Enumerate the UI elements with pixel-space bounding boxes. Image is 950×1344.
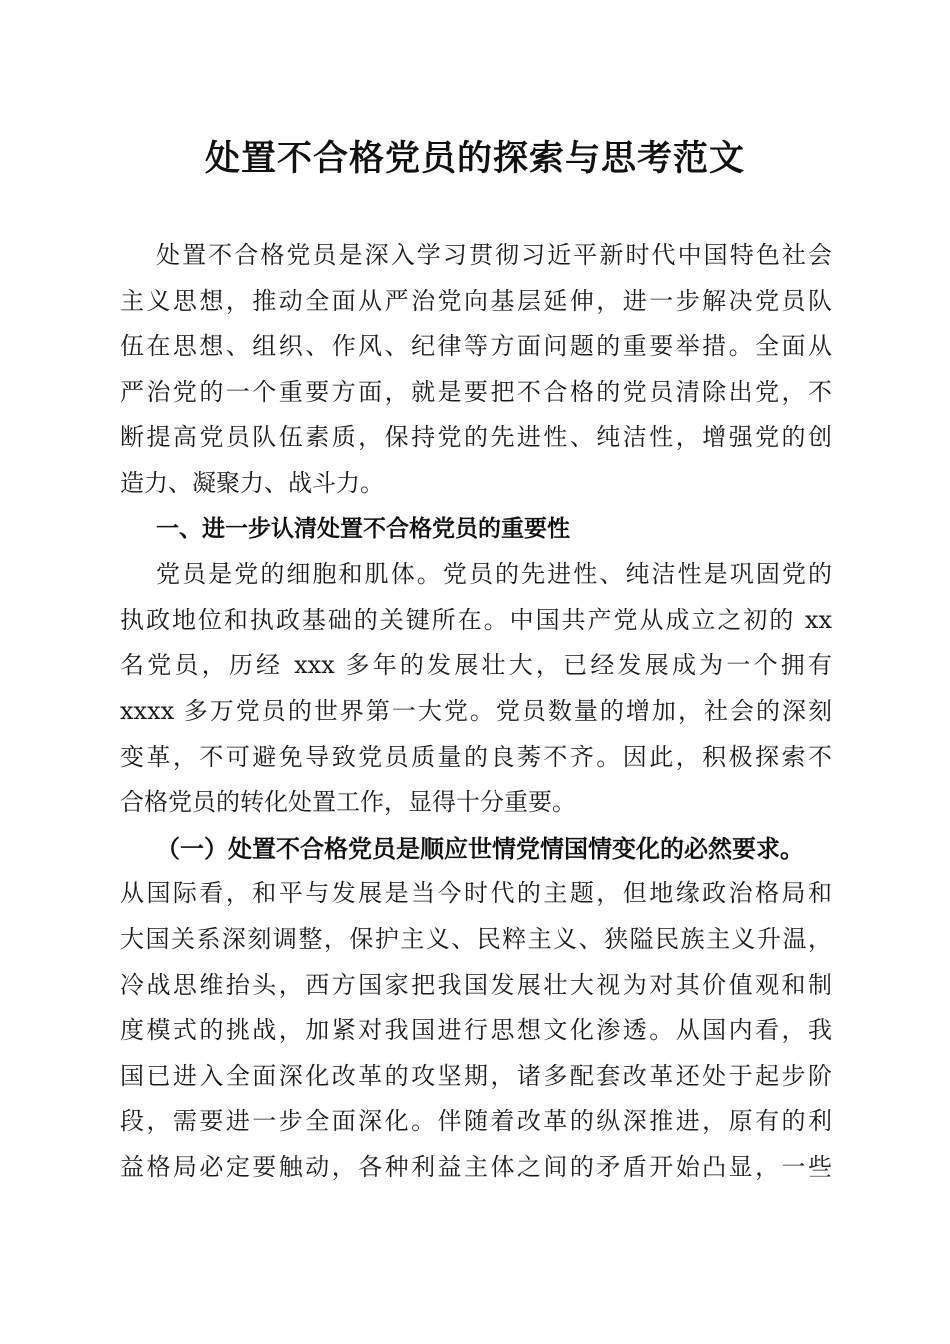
paragraph-line: 党员是党的细胞和肌体。党员的先进性、纯洁性是巩固党的 — [156, 560, 832, 589]
paragraph-line: 段，需要进一步全面深化。伴随着改革的纵深推进，原有的利 — [120, 1107, 832, 1136]
paragraph-line: 造力、凝聚力、战斗力。 — [120, 468, 384, 497]
paragraph-line: xxxx 多万党员的世界第一大党。党员数量的增加，社会的深刻 — [120, 696, 832, 725]
paragraph-line: 大国关系深刻调整，保护主义、民粹主义、狭隘民族主义升温， — [120, 924, 832, 953]
paragraph-line: 度模式的挑战，加紧对我国进行思想文化渗透。从国内看，我 — [120, 1016, 832, 1045]
paragraph-line: 主义思想，推动全面从严治党向基层延伸，进一步解决党员队 — [120, 286, 832, 315]
paragraph-line: 变革，不可避免导致党员质量的良莠不齐。因此，积极探索不 — [120, 742, 832, 771]
paragraph-line: 国已进入全面深化改革的攻坚期，诸多配套改革还处于起步阶 — [120, 1061, 832, 1090]
paragraph-line: 益格局必定要触动，各种利益主体之间的矛盾开始凸显，一些 — [120, 1152, 832, 1181]
paragraph-line: 断提高党员队伍素质，保持党的先进性、纯洁性，增强党的创 — [120, 423, 832, 452]
paragraph-line: 执政地位和执政基础的关键所在。中国共产党从成立之初的 xx — [120, 605, 832, 634]
paragraph-line: 处置不合格党员是深入学习贯彻习近平新时代中国特色社会 — [156, 241, 832, 269]
paragraph-line: 合格党员的转化处置工作，显得十分重要。 — [120, 788, 576, 817]
document-body — [120, 233, 832, 1190]
paragraph-line: 伍在思想、组织、作风、纪律等方面问题的重要举措。全面从 — [120, 332, 832, 361]
paragraph-line: 名党员，历经 xxx 多年的发展壮大，已经发展成为一个拥有 — [120, 651, 832, 680]
section-heading: 一、进一步认清处置不合格党员的重要性 — [156, 515, 570, 542]
paragraph-line: 严治党的一个重要方面，就是要把不合格的党员清除出党，不 — [120, 377, 832, 406]
paragraph-line: 冷战思维抬头，西方国家把我国发展壮大视为对其价值观和制 — [120, 970, 832, 999]
page-title: 处置不合格党员的探索与思考范文 — [204, 138, 745, 179]
paragraph-line: 从国际看，和平与发展是当今时代的主题，但地缘政治格局和 — [120, 879, 832, 908]
subsection-heading: （一）处置不合格党员是顺应世情党情国情变化的必然要求。 — [156, 833, 804, 863]
